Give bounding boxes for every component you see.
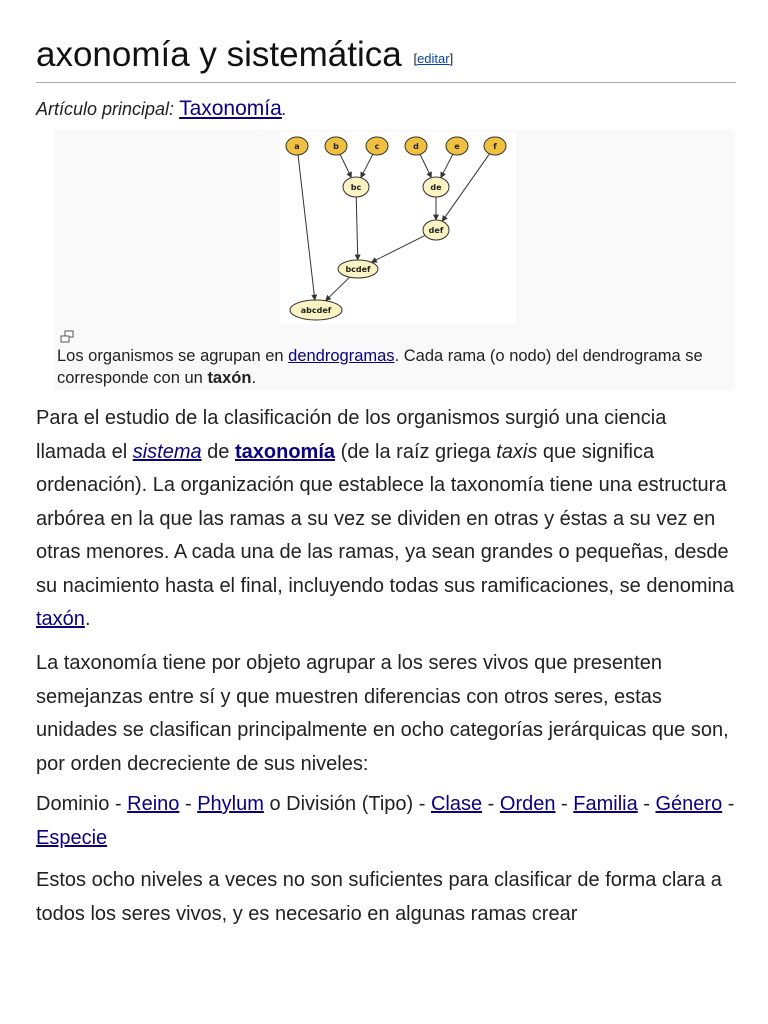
edge-b-bc (340, 154, 351, 177)
edge-def-bcdef (371, 235, 425, 262)
main-article-note: Artículo principal: Taxonomía. (36, 97, 287, 120)
taxonomia-main-link[interactable]: Taxonomía (179, 97, 282, 120)
taxon-link[interactable]: taxón (36, 608, 85, 630)
reino-link[interactable]: Reino (127, 793, 180, 815)
clase-link[interactable]: Clase (430, 793, 483, 815)
edge-bc-bcdef (356, 197, 358, 260)
edge-bcdef-abcdef (326, 277, 350, 301)
edge-e-de (441, 154, 453, 177)
node-b (325, 137, 347, 155)
node-label-abcdef: abcdef (300, 306, 332, 315)
node-e (446, 137, 468, 155)
paragraph-1: Para el estudio de la clasificación de los organismos surgió una ciencia llamada el sistema de taxonomía (de la raíz griega taxis que significa ordenación). La organización que establece la taxonomía tiene una estructura arbórea en la que las ramas a su vez se dividen en otras y éstas a su vez en otras menores. A cada una de las ramas, ya sean grandes o pequeñas, desde su nacimiento hasta el final, incluyendo todas sus ramificaciones, se denomina taxón. (36, 407, 735, 630)
node-label-a: a (294, 142, 300, 151)
genero-link[interactable]: Género (655, 793, 723, 815)
node-a (286, 137, 308, 155)
node-bcdef (338, 260, 378, 278)
orden-link[interactable]: Orden (499, 793, 556, 815)
edge-c-bc (361, 154, 373, 177)
paragraph-4: Estos ocho niveles a veces no son suficientes para clasificar de forma clara a todos los seres vivos, y es necesario en algunas ramas crear (36, 869, 722, 925)
node-d (405, 137, 427, 155)
dendrogram-figure (54, 130, 735, 390)
node-label-e: e (454, 142, 460, 151)
edit-section: [editar] (413, 51, 454, 66)
node-label-b: b (333, 142, 339, 151)
node-label-bc: bc (350, 183, 362, 192)
node-de (423, 177, 449, 197)
main-article-prefix: Artículo principal: (36, 99, 175, 119)
node-label-c: c (374, 142, 380, 151)
node-label-bcdef: bcdef (345, 265, 371, 274)
taxon-bold: taxón (207, 369, 252, 387)
edge-a-abcdef (298, 155, 315, 300)
node-f (484, 137, 506, 155)
enlarge-icon[interactable] (60, 330, 74, 344)
paragraph-3-categories: Dominio - Reino - Phylum o División (Tipo) - Clase - Orden - Familia - Género - Especie (36, 793, 735, 849)
familia-link[interactable]: Familia (573, 793, 638, 815)
taxonomia-link[interactable]: taxonomía (234, 440, 336, 463)
phylum-link[interactable]: Phylum (197, 793, 264, 815)
edit-link[interactable]: editar (417, 51, 450, 66)
dendrogramas-link[interactable]: dendrogramas (288, 347, 395, 365)
heading-title: axonomía y sistemática (36, 35, 402, 74)
node-label-f: f (493, 142, 497, 151)
node-def (423, 220, 449, 240)
node-label-def: def (428, 226, 444, 235)
sistema-link[interactable]: sistema (132, 440, 202, 463)
node-abcdef (290, 300, 342, 320)
section-heading (36, 34, 736, 83)
node-c (366, 137, 388, 155)
node-label-d: d (413, 142, 419, 151)
edge-d-de (420, 154, 431, 177)
figure-caption: Los organismos se agrupan en dendrogramas. Cada rama (o nodo) del dendrograma se corresponde con un taxón. (57, 347, 703, 387)
node-label-de: de (430, 183, 442, 192)
paragraph-2: La taxonomía tiene por objeto agrupar a los seres vivos que presenten semejanzas entre sí y que muestren diferencias con otros seres, estas unidades se clasifican principalmente en ocho categorías jerárquicas que son, por orden decreciente de sus niveles: (36, 652, 729, 775)
node-bc (343, 177, 369, 197)
dendrogram-diagram[interactable] (280, 132, 516, 324)
especie-link[interactable]: Especie (36, 826, 108, 849)
